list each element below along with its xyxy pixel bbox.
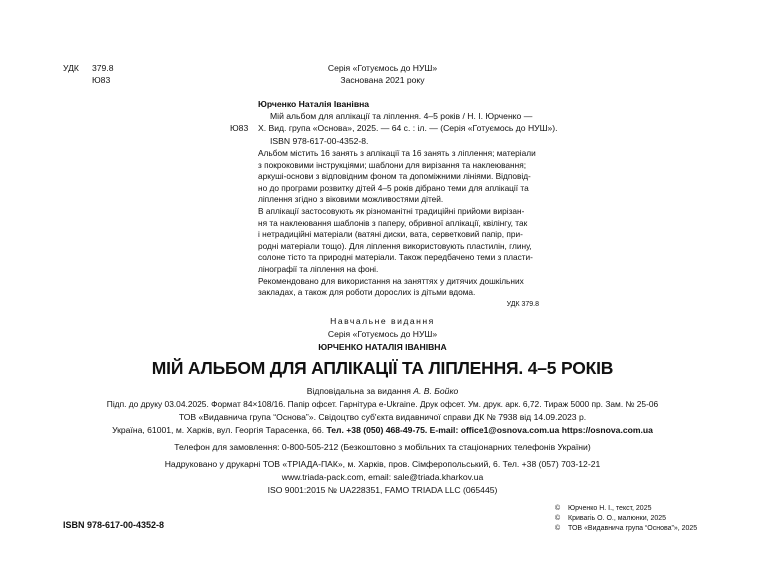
annotation-line: закладах, а також для роботи дорослих із дітьми вдома. bbox=[258, 287, 476, 298]
annotation-line: ня та наклеювання шаблонів з паперу, обривної аплікації, квілінгу, так bbox=[258, 217, 528, 228]
publisher-line: ТОВ «Видавнича група “Основа”». Свідоцтво суб'єкта видавничої справи ДК № 7938 від 14.09.2023 р. bbox=[178, 412, 587, 422]
print-details: Підп. до друку 03.04.2025. Формат 84×108/16. Папір офсет. Гарнітура e-Ukraine. Друк офсет. Ум. друк. арк. 6,72. Тираж 5000 пр. Зам. № 25-06 bbox=[106, 399, 659, 409]
copyright-symbol: © bbox=[555, 505, 561, 512]
address: Україна, 61001, м. Харків, вул. Георгія Тарасенка, 66. bbox=[112, 425, 325, 435]
address-line bbox=[0, 424, 765, 437]
catalog-title-line1: Мій альбом для аплікації та ліплення. 4–5 років / Н. І. Юрченко — bbox=[270, 111, 533, 121]
author-sign: Ю83 bbox=[92, 75, 111, 85]
book-title: МІЙ АЛЬБОМ ДЛЯ АПЛІКАЦІЇ ТА ЛІПЛЕННЯ. 4–5 РОКІВ bbox=[151, 358, 614, 378]
annotation-line: но до програми розвитку дітей 4–5 років дібрано теми для аплікації та bbox=[258, 182, 529, 193]
catalog-annotation bbox=[258, 148, 539, 299]
annotation-line: з покроковими інструкціями; шаблони для вирізання та наклеювання; bbox=[258, 159, 527, 170]
phone-email: Тел. +38 (050) 468-49-75. E-mail: office1@osnova.com.ua bbox=[326, 425, 560, 435]
annotation-line: ліплення згідно з віковими можливостями дітей. bbox=[258, 194, 444, 205]
imprint-author: ЮРЧЕНКО НАТАЛІЯ ІВАНІВНА bbox=[318, 342, 447, 352]
annotation-line: аркуші-основи з відповідним фоном та допоміжними лініями. Відповід- bbox=[258, 171, 531, 182]
copyright-line bbox=[555, 524, 697, 534]
responsible-line bbox=[0, 385, 765, 398]
responsible-name: А. В. Бойко bbox=[413, 386, 459, 396]
website-link[interactable]: https://osnova.com.ua bbox=[561, 425, 653, 435]
annotation-line: В аплікації застосовують як різноманітні традиційні прийоми вирізан- bbox=[258, 205, 525, 216]
annotation-line: Альбом містить 16 занять з аплікації та 16 занять з ліплення; матеріали bbox=[258, 148, 536, 158]
catalog-author: Юрченко Наталія Іванівна bbox=[258, 99, 370, 109]
printer-line-3: ISO 9001:2015 № UA228351, FAMO TRIADA LLC (065445) bbox=[267, 485, 498, 495]
copyright-text: Юрченко Н. І., текст, 2025 bbox=[568, 505, 652, 512]
header-series: Серія «Готуємось до НУШ» bbox=[327, 63, 438, 73]
annotation-line: родні матеріали тощо). Для ліплення використовують пластилін, глину, bbox=[258, 240, 532, 251]
order-phone: Телефон для замовлення: 0-800-505-212 (Безкоштовно з мобільних та стаціонарних телефонів України) bbox=[174, 442, 591, 452]
footer-isbn: ISBN 978-617-00-4352-8 bbox=[63, 520, 165, 530]
annotation-line: Рекомендовано для використання на заняттях у дитячих дошкільних bbox=[258, 275, 524, 286]
header-founded: Заснована 2021 року bbox=[340, 75, 425, 85]
udk-code: 379.8 bbox=[92, 63, 114, 73]
catalog-title-line2: Х. Вид. група «Основа», 2025. — 64 с. : іл. — (Серія «Готуємось до НУШ»). bbox=[258, 123, 558, 133]
copyright-line bbox=[555, 504, 651, 514]
imprint-series: Серія «Готуємось до НУШ» bbox=[327, 329, 438, 339]
printer-line-1: Надруковано у друкарні ТОВ «ТРІАДА-ПАК», м. Харків, пров. Сімферопольський, 6. Тел. +38 (057) 703-12-21 bbox=[164, 459, 601, 469]
catalog-isbn: ISBN 978-617-00-4352-8. bbox=[270, 136, 369, 146]
copyright-symbol: © bbox=[555, 525, 561, 532]
annotation-line: лінографії та ліплення на фоні. bbox=[258, 263, 379, 274]
annotation-line: і нетрадиційні матеріали (ватяні диски, вата, серветковий папір, при- bbox=[258, 229, 523, 240]
copyright-line bbox=[555, 514, 666, 524]
copyright-text: ТОВ «Видавнича група “Основа”», 2025 bbox=[568, 525, 698, 532]
edition-type: Навчальне видання bbox=[330, 316, 435, 326]
catalog-side-sign: Ю83 bbox=[230, 123, 249, 133]
responsible-label: Відповідальна за видання bbox=[306, 386, 411, 396]
udk-label: УДК bbox=[63, 63, 79, 73]
copyright-text: Кривагіь О. О., малюнки, 2025 bbox=[568, 515, 667, 522]
annotation-line: солоне тісто та природні матеріали. Також передбачено теми з пласти- bbox=[258, 252, 533, 263]
printer-line-2: www.triada-pack.com, email: sale@triada.kharkov.ua bbox=[281, 472, 484, 482]
catalog-udk-bottom: УДК 379.8 bbox=[506, 301, 539, 308]
copyright-symbol: © bbox=[555, 515, 561, 522]
